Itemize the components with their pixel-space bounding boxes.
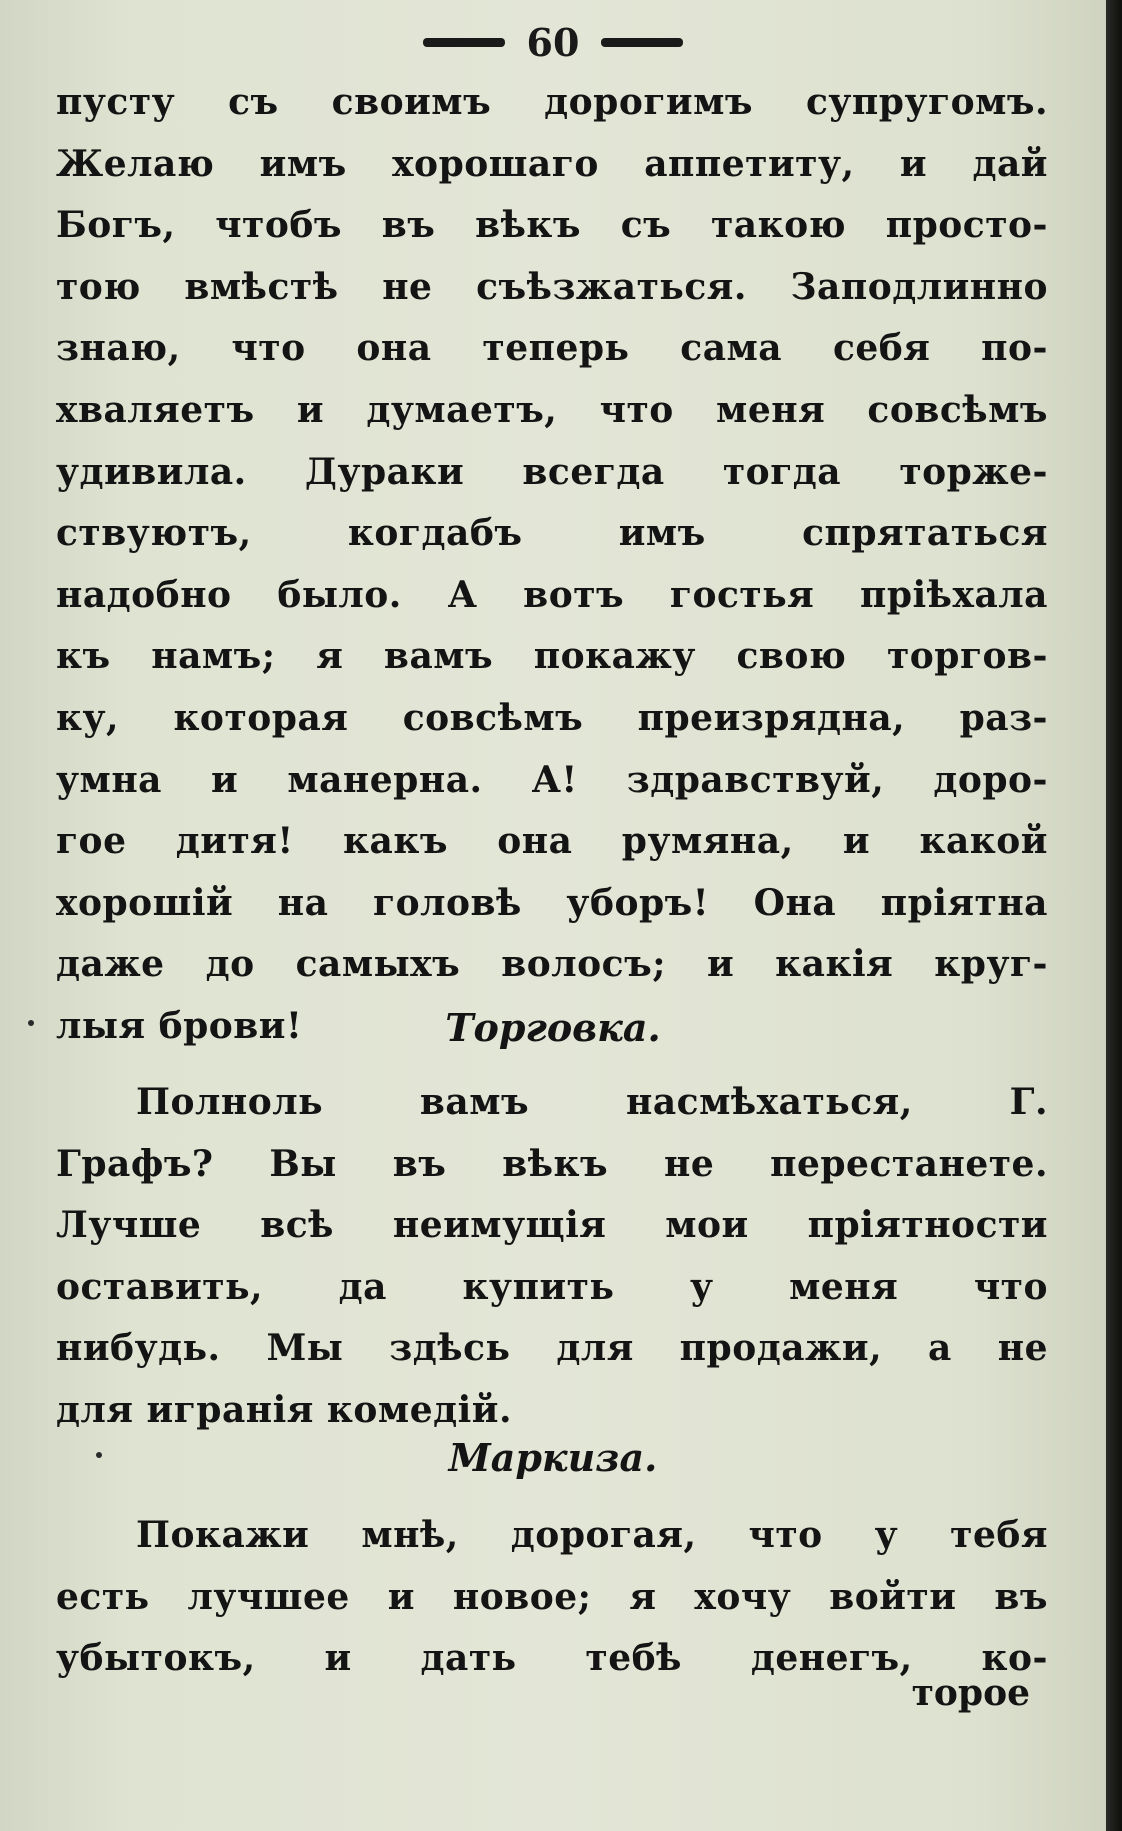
text-line: Лучше всѣ неимущія мои пріятности bbox=[56, 1204, 1048, 1247]
text-line: надобно было. А вотъ гостья пріѣхала bbox=[56, 573, 1048, 616]
ink-speck bbox=[28, 1020, 34, 1026]
text-line: Полноль вамъ насмѣхаться, Г. bbox=[136, 1081, 1048, 1123]
text-line: хорошій на головѣ уборъ! Она пріятна bbox=[56, 881, 1048, 924]
catchword: торое bbox=[911, 1672, 1030, 1714]
text-line: Графъ? Вы въ вѣкъ не перестанете. bbox=[56, 1142, 1048, 1185]
right-dash bbox=[601, 38, 683, 47]
text-line: хваляетъ и думаетъ, что меня совсѣмъ bbox=[56, 388, 1048, 431]
text-line: даже до самыхъ волосъ; и какія круг- bbox=[56, 943, 1048, 986]
text-line: Богъ, чтобъ въ вѣкъ съ такою просто- bbox=[56, 204, 1048, 247]
ink-speck bbox=[96, 1452, 102, 1458]
text-line: знаю, что она теперь сама себя по- bbox=[56, 327, 1048, 370]
text-line: умна и манерна. А! здравствуй, доро- bbox=[56, 758, 1048, 801]
page-edge-shadow bbox=[1106, 0, 1122, 1831]
text-line: гое дитя! какъ она румяна, и какой bbox=[56, 820, 1048, 863]
text-line: ку, которая совсѣмъ преизрядна, раз- bbox=[56, 696, 1048, 739]
text-line: къ намъ; я вамъ покажу свою торгов- bbox=[56, 635, 1048, 678]
text-line: нибудь. Мы здѣсь для продажи, а не bbox=[56, 1327, 1048, 1370]
paragraph-2 bbox=[56, 1072, 1048, 1442]
text-line: пусту съ своимъ дорогимъ супругомъ. bbox=[56, 81, 1048, 123]
text-line: Покажи мнѣ, дорогая, что у тебя bbox=[136, 1514, 1048, 1556]
text-line: убытокъ, и дать тебѣ денегъ, ко- bbox=[56, 1637, 1048, 1680]
paragraph-3 bbox=[56, 1505, 1048, 1690]
text-line: ствуютъ, когдабъ имъ спрятаться bbox=[56, 512, 1048, 555]
text-line: тою вмѣстѣ не съѣзжаться. Заподлинно bbox=[56, 265, 1048, 308]
paragraph-1 bbox=[56, 72, 1048, 1058]
text-line: Желаю имъ хорошаго аппетиту, и дай bbox=[56, 142, 1048, 185]
text-line: лыя брови! bbox=[56, 1004, 303, 1047]
left-dash bbox=[423, 38, 505, 47]
text-line: для игранія комедій. bbox=[56, 1388, 513, 1431]
text-line: есть лучшее и новое; я хочу войти въ bbox=[56, 1575, 1048, 1618]
speaker-heading-markiza: Маркиза. bbox=[448, 1435, 658, 1480]
page-number: 60 bbox=[526, 19, 580, 65]
text-line: удивила. Дураки всегда тогда торже- bbox=[56, 450, 1048, 493]
speaker-heading-torgovka: Торговка. bbox=[445, 1005, 661, 1050]
text-line: оставить, да купить у меня что bbox=[56, 1265, 1048, 1308]
page-header bbox=[0, 12, 1106, 72]
